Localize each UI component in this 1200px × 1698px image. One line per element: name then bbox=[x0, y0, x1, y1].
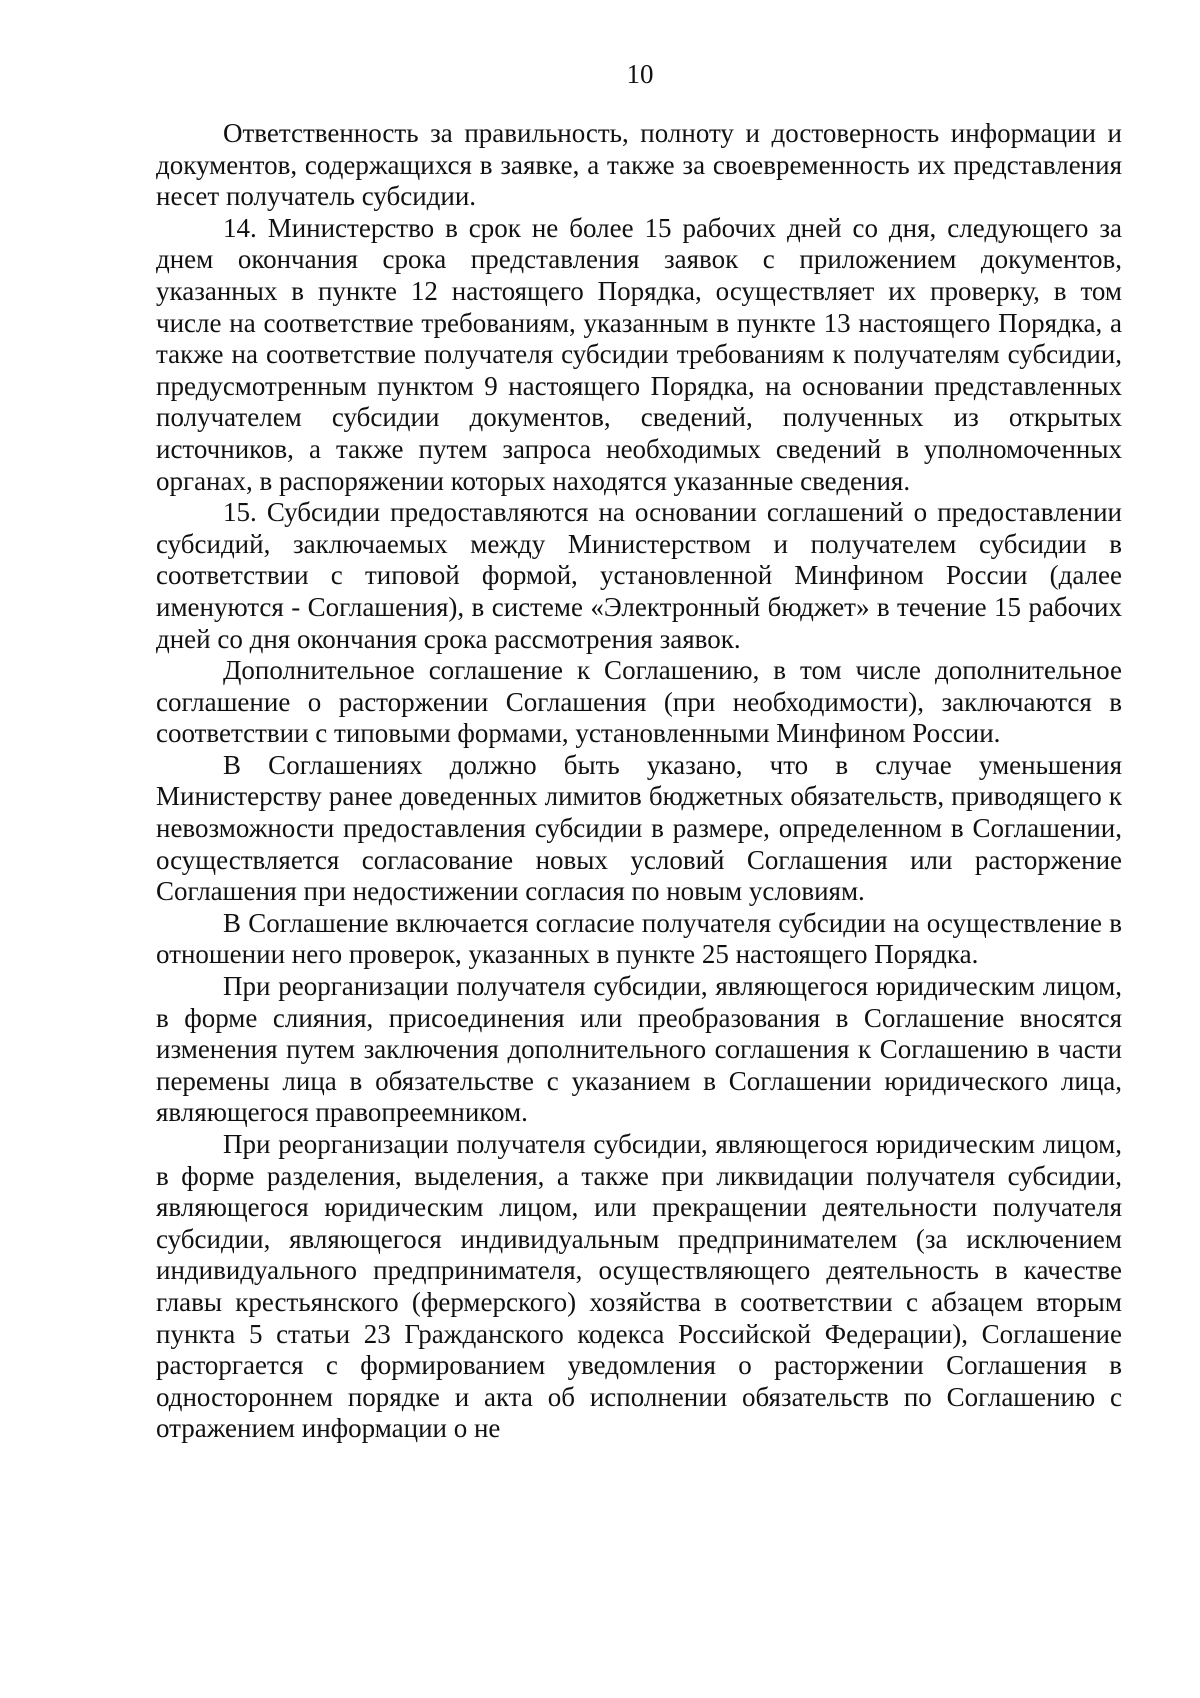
paragraph-reorganization-division: При реорганизации получателя субсидии, являющегося юридическим лицом, в форме разделения, выделения, а также при ликвидации получателя субсидии, являющегося юридическим лицом, или прекращении деятельности получателя субсидии, являющегося индивидуальным предпринимателем (за исключением индивидуального предпринимателя, осуществляющего деятельность в качестве главы крестьянского (фермерского) хозяйства в соответствии с абзацем вторым пункта 5 статьи 23 Гражданского кодекса Российской Федерации), Соглашение расторгается с формированием уведомления о расторжении Соглашения в одностороннем порядке и акта об исполнении обязательств по Соглашению с отражением информации о не bbox=[156, 1129, 1122, 1444]
paragraph-inspection-consent: В Соглашение включается согласие получателя субсидии на осуществление в отношении него проверок, указанных в пункте 25 настоящего Порядка. bbox=[156, 907, 1122, 970]
document-body bbox=[156, 118, 1122, 1445]
paragraph-reorganization-merger: При реорганизации получателя субсидии, являющегося юридическим лицом, в форме слияния, присоединения или преобразования в Соглашение вносятся изменения путем заключения дополнительного соглашения к Соглашению в части перемены лица в обязательстве с указанием в Соглашении юридического лица, являющегося правопреемником. bbox=[156, 971, 1122, 1128]
paragraph-item-15: 15. Субсидии предоставляются на основании соглашений о предоставлении субсидий, заключаемых между Министерством и получателем субсидии в соответствии с типовой формой, установленной Минфином России (далее именуются - Соглашения), в системе «Электронный бюджет» в течение 15 рабочих дней со дня окончания срока рассмотрения заявок. bbox=[156, 497, 1122, 654]
paragraph-additional-agreement: Дополнительное соглашение к Соглашению, в том числе дополнительное соглашение о расторжении Соглашения (при необходимости), заключаются в соответствии с типовыми формами, установленными Минфином России. bbox=[156, 655, 1122, 749]
paragraph-item-14: 14. Министерство в срок не более 15 рабочих дней со дня, следующего за днем окончания срока представления заявок с приложением документов, указанных в пункте 12 настоящего Порядка, осуществляет их проверку, в том числе на соответствие требованиям, указанным в пункте 13 настоящего Порядка, а также на соответствие получателя субсидии требованиям к получателям субсидии, предусмотренным пунктом 9 настоящего Порядка, на основании представленных получателем субсидии документов, сведений, полученных из открытых источников, а также путем запроса необходимых сведений в уполномоченных органах, в распоряжении которых находятся указанные сведения. bbox=[156, 212, 1122, 496]
page-number: 10 bbox=[626, 59, 654, 89]
paragraph-limits-reduction: В Соглашениях должно быть указано, что в случае уменьшения Министерству ранее доведенных лимитов бюджетных обязательств, приводящего к невозможности предоставления субсидии в размере, определенном в Соглашении, осуществляется согласование новых условий Соглашения или расторжение Соглашения при недостижении согласия по новым условиям. bbox=[156, 749, 1122, 907]
paragraph-responsibility: Ответственность за правильность, полноту и достоверность информации и документов, содержащихся в заявке, а также за своевременность их представления несет получатель субсидии. bbox=[156, 118, 1122, 212]
